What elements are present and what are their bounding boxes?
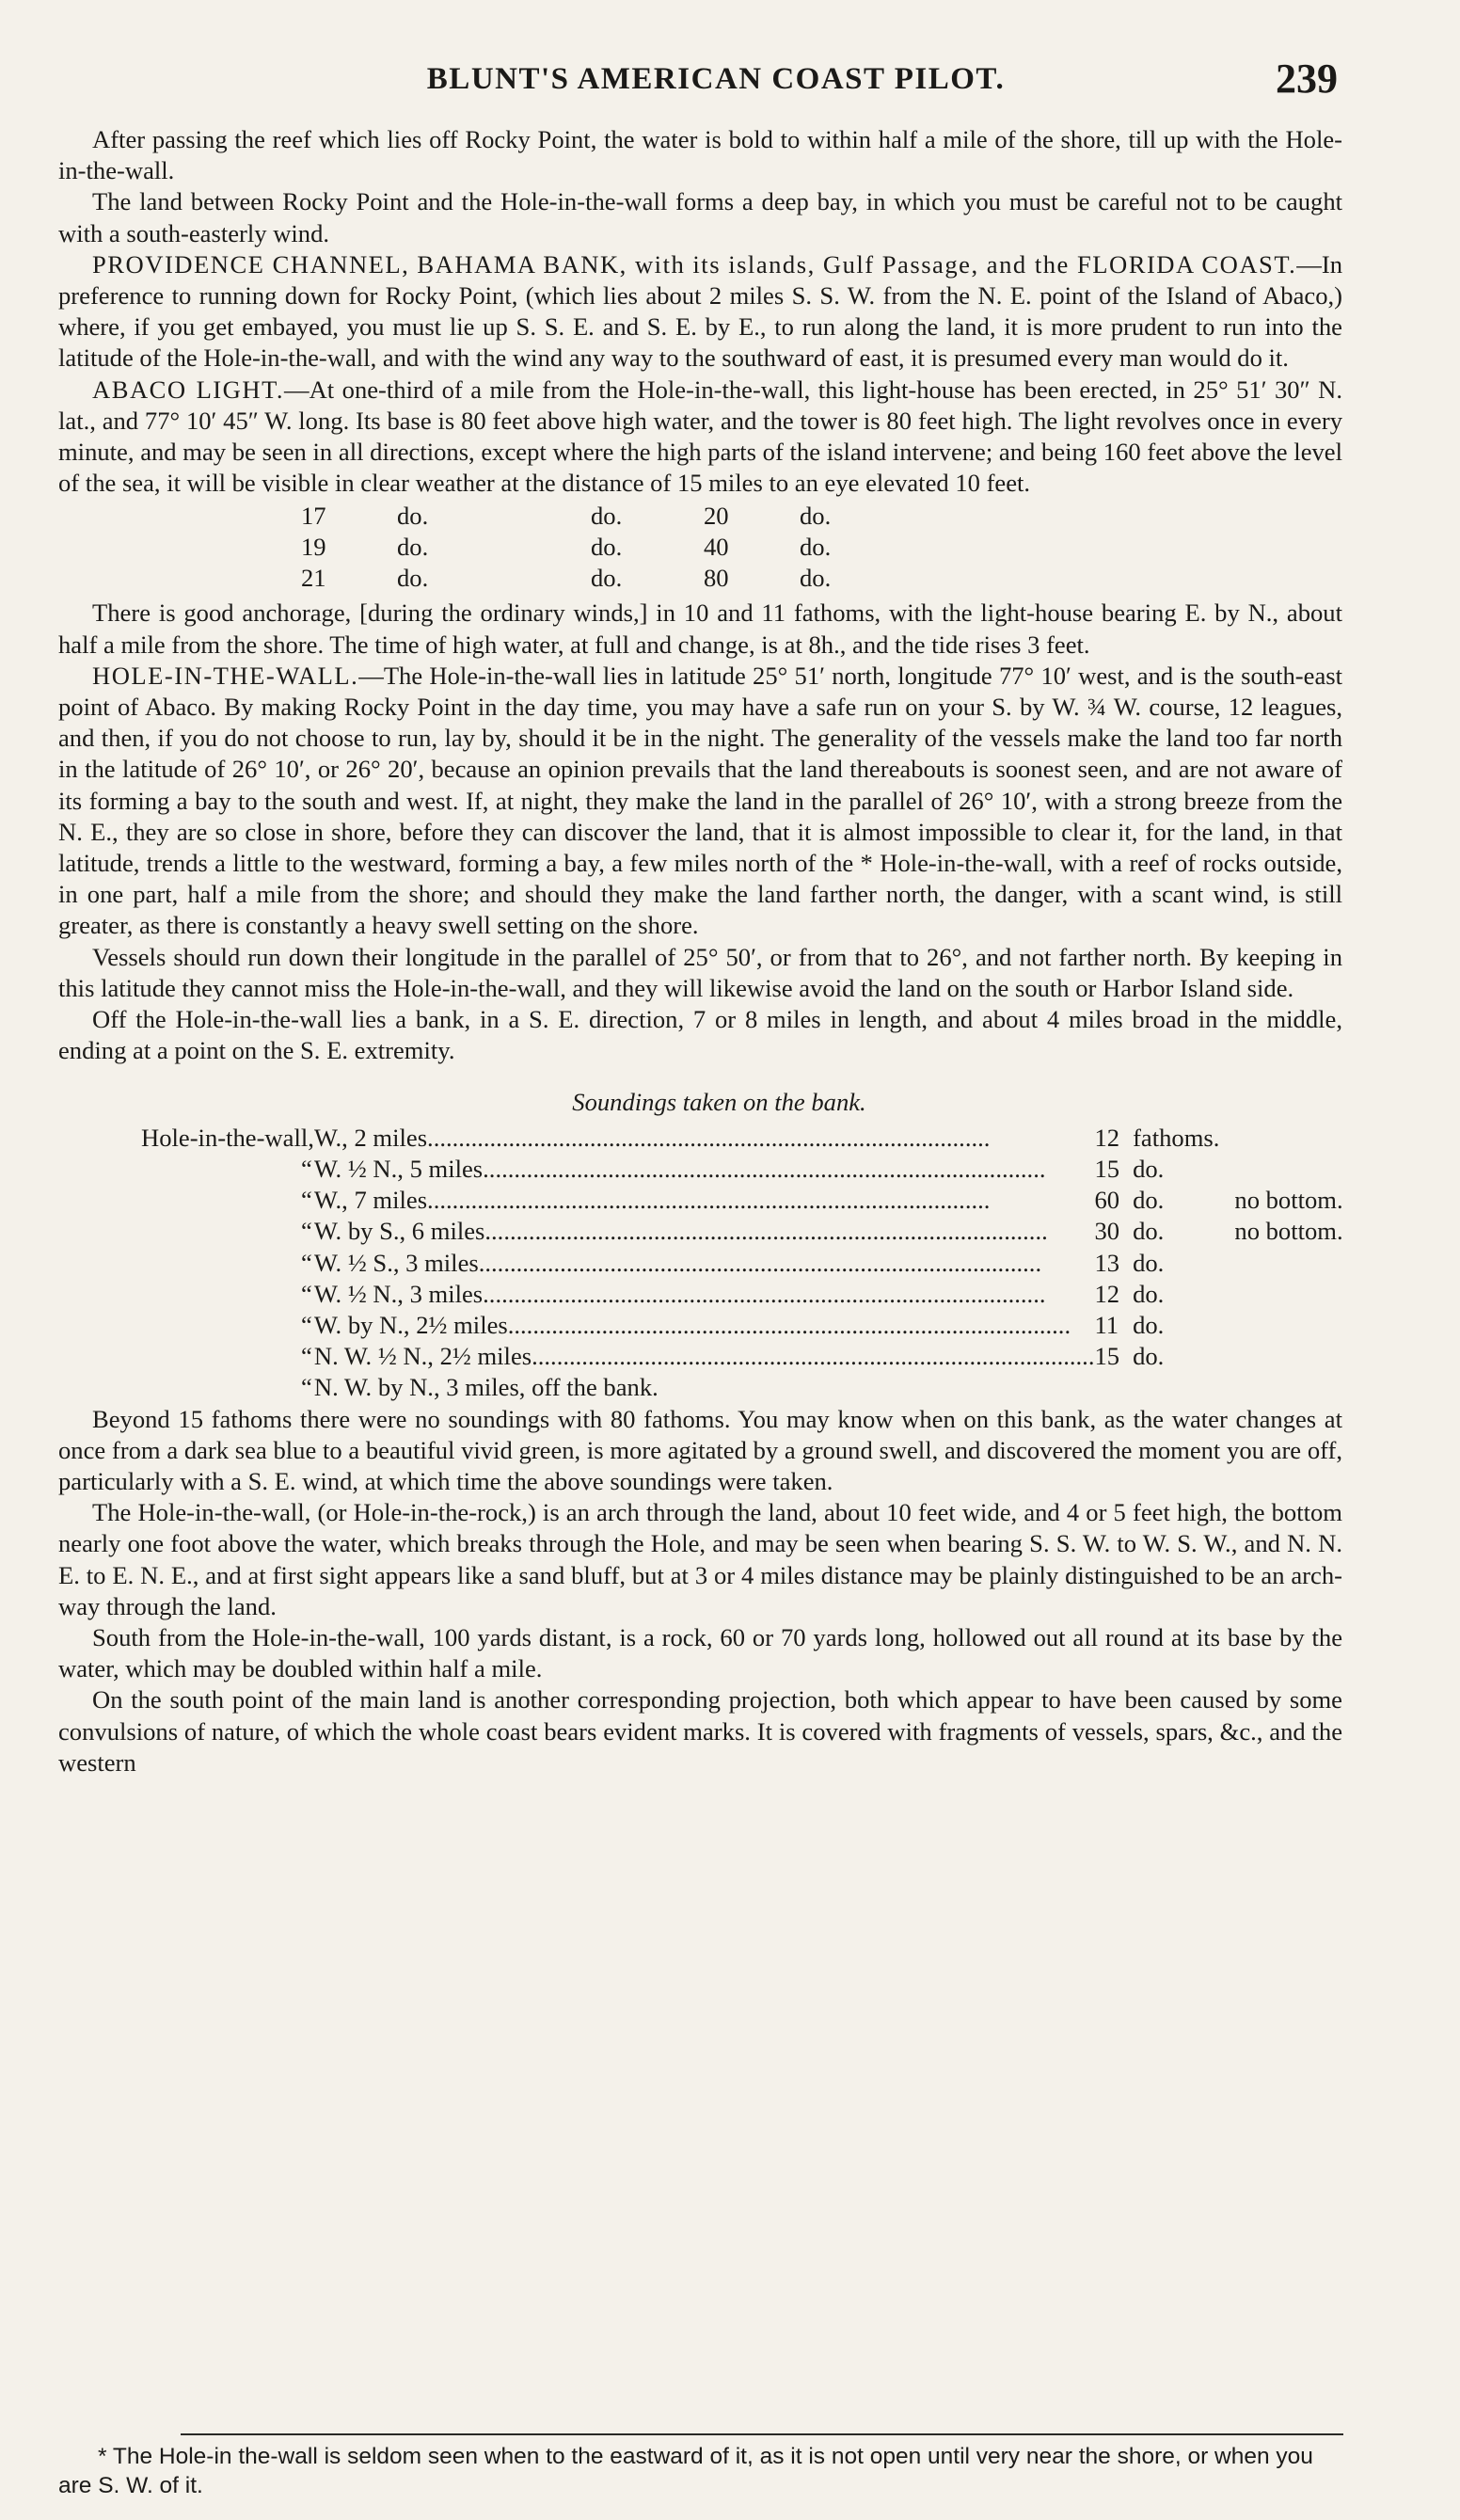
sounding-course bbox=[314, 1279, 1095, 1310]
dot-leader: .......................................................................................... bbox=[507, 1310, 1071, 1339]
soundings-caption: Soundings taken on the bank. bbox=[572, 1088, 866, 1117]
section-heading: ABACO LIGHT. bbox=[92, 375, 284, 404]
sounding-course bbox=[314, 1154, 1095, 1185]
sounding-note bbox=[1219, 1248, 1342, 1279]
sounding-unit: do. bbox=[1133, 1154, 1165, 1183]
ditto-text: do. bbox=[591, 533, 623, 562]
sounding-course bbox=[314, 1248, 1095, 1279]
sounding-course-text: W., 7 miles bbox=[313, 1186, 428, 1215]
sounding-note bbox=[1219, 1310, 1342, 1341]
visibility-feet: 20 bbox=[704, 502, 729, 531]
sounding-course bbox=[314, 1123, 1095, 1154]
dot-leader: .......................................................................................... bbox=[427, 1123, 991, 1152]
visibility-feet: 19 bbox=[301, 533, 326, 562]
sounding-course-text: W. ½ S., 3 miles bbox=[313, 1248, 479, 1277]
sounding-course-text: W., 2 miles bbox=[313, 1123, 428, 1152]
paragraph: South from the Hole-in-the-wall, 100 yards distant, is a rock, 60 or 70 yards long, hollowed out all round at its base by the water, which may be doubled within half a mile. bbox=[58, 1622, 1342, 1683]
ditto-text: do. bbox=[397, 502, 429, 531]
sounding-course bbox=[314, 1341, 1095, 1372]
paragraph-text: —In preference to running down for Rocky Point, (which lies about 2 miles S. S. W. from the N. E. point of the Island of Abaco,) where, if you get embayed, you must lie up S. S. E. and S. E. by E., to run along the land, it is more prudent to run into the latitude of the Hole-in-the-wall, and with the wind any way to the southward of east, it is presumed every man would do it. bbox=[58, 249, 1342, 373]
sounding-depth: 12 bbox=[1094, 1279, 1120, 1308]
visibility-feet: 40 bbox=[704, 533, 729, 562]
sounding-course: N. W. by N., 3 miles, off the bank. bbox=[313, 1373, 659, 1402]
soundings-row bbox=[141, 1154, 1343, 1185]
soundings-row bbox=[141, 1310, 1343, 1341]
dot-leader: .......................................................................................... bbox=[532, 1342, 1095, 1371]
paragraph: Off the Hole-in-the-wall lies a bank, in a S. E. direction, 7 or 8 miles in length, and about 4 miles broad in the middle, ending at a point on the S. E. extremity. bbox=[58, 1005, 1342, 1065]
soundings-row bbox=[141, 1185, 1343, 1216]
soundings-row bbox=[141, 1123, 1343, 1154]
sounding-course-text: W. ½ N., 3 miles bbox=[313, 1279, 484, 1308]
sounding-location: “ bbox=[301, 1248, 312, 1277]
paragraph: After passing the reef which lies off Rocky Point, the water is bold to within half a mile of the shore, till up with the Hole-in-the-wall. bbox=[58, 125, 1342, 185]
sounding-depth: 11 bbox=[1094, 1310, 1119, 1339]
sounding-unit: do. bbox=[1133, 1342, 1165, 1371]
page-number: 239 bbox=[1276, 56, 1338, 102]
sounding-course-text: W. by N., 2½ miles bbox=[313, 1310, 508, 1339]
visibility-row bbox=[301, 501, 831, 532]
sounding-location: “ bbox=[301, 1342, 312, 1371]
paragraph-text: —The Hole-in-the-wall lies in latitude 25° 51′ north, longitude 77° 10′ west, and is the south-east point of Abaco. By making Rocky Point in the day time, you may have a safe run on your S. by W. ¾ W. course, 12 leagues, and then, if you do not choose to run, lay by, should it be in the night. The generality of the vessels make the land too far north in the latitude of 26° 10′, or 26° 20′, because an opinion prevails that the land thereabouts is soonest seen, and are not aware of its forming a bay to the south and west. If, at night, they make the land in the parallel of 26° 10′, with a strong breeze from the N. E., they are so close in shore, before they can discover the land, that it is almost impossible to clear it, for the land, in that latitude, trends a little to the westward, forming a bay, a few miles north of the * Hole-in-the-wall, with a reef of rocks outside, in one part, half a mile from the shore; and should they make the land farther north, the danger, with a scant wind, is still greater, as there is constantly a heavy swell setting on the shore. bbox=[58, 661, 1342, 940]
page-header bbox=[94, 55, 1338, 111]
sounding-course bbox=[314, 1185, 1095, 1216]
sounding-unit: do. bbox=[1133, 1248, 1165, 1277]
sounding-location: “ bbox=[301, 1186, 312, 1215]
sounding-course-text: W. by S., 6 miles bbox=[313, 1217, 485, 1246]
sounding-note: no bottom. bbox=[1234, 1217, 1343, 1246]
visibility-table bbox=[301, 501, 831, 594]
paragraph: There is good anchorage, [during the ordinary winds,] in 10 and 11 fathoms, with the light-house bearing E. by N., about half a mile from the shore. The time of high water, at full and change, is at 8h., and the tide rises 3 feet. bbox=[58, 598, 1342, 659]
soundings-row bbox=[141, 1216, 1343, 1247]
section-heading: PROVIDENCE CHANNEL, BAHAMA BANK, with its islands, Gulf Passage, and the FLORIDA COAST. bbox=[92, 249, 1297, 279]
sounding-depth: 12 bbox=[1094, 1123, 1120, 1152]
dot-leader: .......................................................................................... bbox=[483, 1154, 1046, 1183]
sounding-location: “ bbox=[301, 1373, 312, 1402]
paragraph bbox=[58, 375, 1342, 500]
section-heading: HOLE-IN-THE-WALL. bbox=[92, 661, 359, 690]
sounding-unit: do. bbox=[1133, 1279, 1165, 1308]
sounding-note bbox=[1219, 1279, 1342, 1310]
dot-leader: .......................................................................................... bbox=[483, 1279, 1046, 1308]
sounding-depth: 15 bbox=[1094, 1342, 1120, 1371]
soundings-row bbox=[141, 1279, 1343, 1310]
visibility-feet: 21 bbox=[301, 564, 326, 593]
sounding-course-text: N. W. ½ N., 2½ miles bbox=[313, 1342, 532, 1371]
soundings-row bbox=[141, 1248, 1343, 1279]
sounding-unit: do. bbox=[1133, 1310, 1165, 1339]
visibility-feet: 80 bbox=[704, 564, 729, 593]
sounding-location: “ bbox=[301, 1310, 312, 1339]
paragraph: Beyond 15 fathoms there were no soundings with 80 fathoms. You may know when on this bank, as the water changes at once from a dark sea blue to a beautiful vivid green, is more agitated by a ground swell, and discovered the moment you are off, particularly with a S. E. wind, at which time the above soundings were taken. bbox=[58, 1404, 1342, 1495]
soundings-row bbox=[141, 1372, 1343, 1403]
visibility-row bbox=[301, 563, 831, 594]
sounding-course bbox=[314, 1310, 1095, 1341]
sounding-course bbox=[314, 1216, 1095, 1247]
sounding-course-text: W. ½ N., 5 miles bbox=[313, 1154, 484, 1183]
dot-leader: .......................................................................................... bbox=[478, 1248, 1042, 1277]
sounding-unit: do. bbox=[1133, 1186, 1165, 1215]
sounding-note bbox=[1219, 1123, 1342, 1154]
footnote-rule bbox=[181, 2433, 1343, 2435]
sounding-location: “ bbox=[301, 1154, 312, 1183]
paragraph bbox=[58, 661, 1342, 942]
soundings-table bbox=[141, 1123, 1343, 1404]
sounding-depth: 30 bbox=[1094, 1217, 1120, 1246]
paragraph bbox=[58, 249, 1342, 375]
ditto-text: do. bbox=[800, 533, 832, 562]
sounding-location: Hole-in-the-wall, bbox=[141, 1123, 314, 1152]
paragraph: The Hole-in-the-wall, (or Hole-in-the-rock,) is an arch through the land, about 10 feet wide, and 4 or 5 feet high, the bottom nearly one foot above the water, which breaks through the Hole, and may be seen when bearing S. S. W. to W. S. W., and N. N. E. to E. N. E., and at first sight appears like a sand bluff, but at 3 or 4 miles distance may be plainly distinguished to be an arch-way through the land. bbox=[58, 1498, 1342, 1620]
running-title: BLUNT'S AMERICAN COAST PILOT. bbox=[426, 62, 1006, 96]
paragraph: The land between Rocky Point and the Hole-in-the-wall forms a deep bay, in which you must be careful not to be caught with a south-easterly wind. bbox=[58, 187, 1342, 247]
sounding-location: “ bbox=[301, 1279, 312, 1308]
ditto-text: do. bbox=[397, 564, 429, 593]
sounding-note: no bottom. bbox=[1234, 1186, 1343, 1215]
footnote: * The Hole-in the-wall is seldom seen when to the eastward of it, as it is not open until very near the shore, or when you are S. W. of it. bbox=[58, 2444, 1313, 2498]
dot-leader: .......................................................................................... bbox=[427, 1186, 991, 1215]
page-body bbox=[58, 124, 1342, 1778]
soundings-row bbox=[141, 1341, 1343, 1372]
ditto-text: do. bbox=[800, 564, 832, 593]
sounding-unit: do. bbox=[1133, 1217, 1165, 1246]
paragraph: Vessels should run down their longitude in the parallel of 25° 50′, or from that to 26°, and not farther north. By keeping in this latitude they cannot miss the Hole-in-the-wall, and they will likewise avoid the land on the south or Harbor Island side. bbox=[58, 942, 1342, 1002]
sounding-note bbox=[1219, 1154, 1342, 1185]
ditto-text: do. bbox=[397, 533, 429, 562]
sounding-location: “ bbox=[301, 1217, 312, 1246]
visibility-feet: 17 bbox=[301, 502, 326, 531]
ditto-text: do. bbox=[591, 564, 623, 593]
paragraph: On the south point of the main land is another corresponding projection, both which appear to have been caused by some convulsions of nature, of which the whole coast bears evident marks. It is covered with fragments of vessels, spars, &c., and the western bbox=[58, 1685, 1342, 1777]
sounding-note bbox=[1219, 1341, 1342, 1372]
paragraph-text: —At one-third of a mile from the Hole-in-the-wall, this light-house has been erected, in 25° 51′ 30″ N. lat., and 77° 10′ 45″ W. long. Its base is 80 feet above high water, and the tower is 80 feet high. The light revolves once in every minute, and may be seen in all directions, except where the high parts of the island intervene; and being 160 feet above the level of the sea, it will be visible in clear weather at the distance of 15 miles to an eye elevated 10 feet. bbox=[58, 375, 1342, 498]
dot-leader: .......................................................................................... bbox=[484, 1217, 1048, 1246]
sounding-unit: fathoms. bbox=[1133, 1123, 1220, 1152]
sounding-depth: 60 bbox=[1094, 1186, 1120, 1215]
ditto-text: do. bbox=[591, 502, 623, 531]
sounding-depth: 15 bbox=[1094, 1154, 1120, 1183]
ditto-text: do. bbox=[800, 502, 832, 531]
visibility-row bbox=[301, 532, 831, 563]
sounding-depth: 13 bbox=[1094, 1248, 1120, 1277]
